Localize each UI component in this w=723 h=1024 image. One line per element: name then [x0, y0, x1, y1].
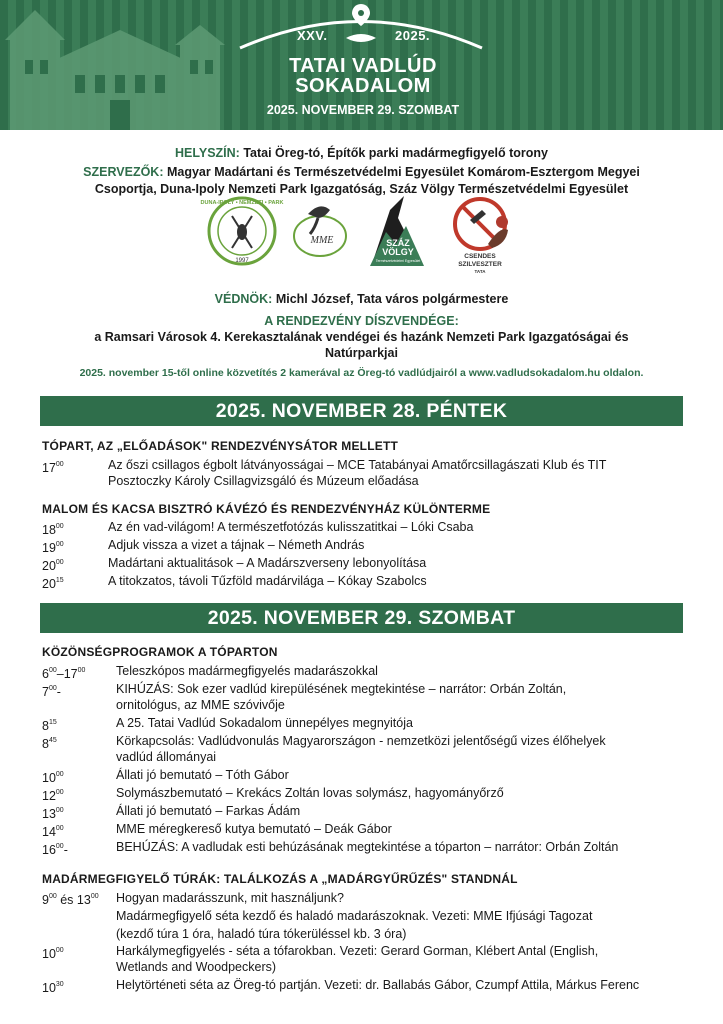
schedule-time: $17^{00}$: [42, 461, 64, 475]
schedule-row: [42, 889, 692, 939]
schedule-desc: Körkapcsolás: Vadlúdvonulás Magyarországon - nemzetközi jelentőségű vizes élőhelyek vadlúd állományai: [116, 734, 606, 764]
guests-line2: Natúrparkjai: [325, 346, 398, 360]
patron-label: VÉDNÖK:: [214, 292, 273, 306]
organizers-label: SZERVEZŐK:: [83, 165, 164, 179]
schedule-desc: KIHÚZÁS: Sok ezer vadlúd kirepülésének megtekintése – narrátor: Orbán Zoltán, ornitológus, az MME szóvivője: [116, 682, 567, 712]
duna-ipoly-logo-year: 1997: [235, 258, 249, 264]
location-label: HELYSZÍN:: [175, 146, 240, 160]
schedule-time: $13^{00}$: [42, 807, 64, 821]
schedule-desc: Az én vad-világom! A természetfotózás kulisszatitkai – Lóki Csaba: [108, 520, 474, 534]
szaz-volgy-logo: [366, 196, 426, 271]
header-banner: [0, 0, 723, 130]
schedule-desc: Hogyan madarásszunk, mit használjunk? Madármegfigyelő séta kezdő és haladó madarászoknak. Vezeti: MME Ifjúsági Tagozat (kezdő túra 1 óra, haladó túra tókerüléssel kb. 3 óra): [116, 891, 593, 941]
csendes-text-3: TATA: [474, 269, 486, 274]
event-title-line2: SOKADALOM: [295, 75, 431, 97]
schedule-desc: Teleszkópos madármegfigyelés madarászokkal: [116, 664, 378, 678]
day1-section2-title: MALOM ÉS KACSA BISZTRÓ KÁVÉZÓ ÉS RENDEZVÉNYHÁZ KÜLÖNTERME: [42, 502, 491, 516]
schedule-time: $7^{00}-$: [42, 685, 61, 699]
day2-section2-title: MADÁRMEGFIGYELŐ TÚRÁK: TALÁLKOZÁS A „MADÁRGYŰRŰZÉS" STANDNÁL: [42, 872, 518, 886]
day1-heading: 2025. NOVEMBER 28. PÉNTEK: [40, 396, 683, 426]
csendes-text-2: SZILVESZTER: [458, 261, 502, 268]
stream-note: 2025. november 15-től online közvetítés 2 kamerával az Öreg-tó vadlúdjairól a www.vadludsokadalom.hu oldalon.: [79, 367, 644, 379]
schedule-time: $8^{15}$: [42, 719, 57, 733]
day2-section1-title: KÖZÖNSÉGPROGRAMOK A TÓPARTON: [42, 645, 278, 659]
schedule-time: $10^{00}$: [42, 771, 64, 785]
szaz-volgy-subtext: Természetvédelmi Egyesület: [375, 259, 421, 263]
banner-title: [223, 0, 503, 130]
location-line: [0, 145, 723, 162]
schedule-time: $10^{00}$: [42, 947, 64, 961]
schedule-desc: A titokzatos, távoli Tűzföld madárvilága – Kókay Szabolcs: [108, 574, 427, 588]
mme-logo-text: MME: [310, 235, 334, 246]
event-title-line1: TATAI VADLÚD: [289, 55, 437, 77]
schedule-desc: Állati jó bemutató – Tóth Gábor: [116, 768, 289, 782]
organizers-line2: Csoportja, Duna-Ipoly Nemzeti Park Igazgatóság, Száz Völgy Természetvédelmi Egyesület: [94, 182, 629, 196]
schedule-desc: Solymászbemutató – Krekács Zoltán lovas solymász, hagyományőrző: [116, 786, 504, 800]
organizers-line1: [0, 164, 723, 181]
schedule-time: $12^{00}$: [42, 789, 64, 803]
duna-ipoly-logo: [200, 196, 284, 266]
schedule-time: $20^{15}$: [42, 577, 64, 591]
schedule-time: $8^{45}$: [42, 737, 57, 751]
day1-section1-title: TÓPART, AZ „ELŐADÁSOK" RENDEZVÉNYSÁTOR MELLETT: [42, 439, 399, 453]
schedule-row: [42, 681, 692, 713]
schedule-time: $18^{00}$: [42, 523, 64, 537]
day2-heading: 2025. NOVEMBER 29. SZOMBAT: [40, 603, 683, 633]
schedule-time: $10^{30}$: [42, 981, 64, 995]
schedule-desc: Helytörténeti séta az Öreg-tó partján. Vezeti: dr. Ballabás Gábor, Czumpf Attila, Márkus Ferenc: [116, 978, 640, 992]
organizers-text-1: Magyar Madártani és Természetvédelmi Egyesület Komárom-Esztergom Megyei: [166, 165, 640, 179]
patron-value: Michl József, Tata város polgármestere: [275, 292, 509, 306]
csendes-text-1: CSENDES: [464, 253, 496, 260]
schedule-desc: A 25. Tatai Vadlúd Sokadalom ünnepélyes megnyitója: [116, 716, 413, 730]
guests-label: A RENDEZVÉNY DÍSZVENDÉGE:: [264, 314, 459, 328]
schedule-desc: Állati jó bemutató – Farkas Ádám: [116, 804, 301, 818]
schedule-desc: Az őszi csillagos égbolt látványosságai – MCE Tatabányai Amatőrcsillagászati Klub és TIT Posztoczky Károly Csillagvizsgáló és Múzeum előadása: [108, 458, 607, 488]
csendes-szilveszter-logo: [448, 196, 520, 278]
schedule-desc: BEHÚZÁS: A vadludak esti behúzásának megtekintése a tóparton – narrátor: Orbán Zoltán: [116, 840, 619, 854]
mme-logo: [290, 196, 350, 266]
szaz-volgy-text-2: VÖLGY: [382, 247, 414, 257]
schedule-row: [42, 943, 692, 975]
schedule-row: [42, 457, 692, 489]
szaz-volgy-text-1: SZÁZ: [386, 238, 410, 248]
schedule-time: $14^{00}$: [42, 825, 64, 839]
edition-year: 2025.: [395, 28, 431, 43]
edition-number: XXV.: [297, 28, 328, 43]
schedule-time: $16^{00}-$: [42, 843, 68, 857]
location-value: Tatai Öreg-tó, Építők parki madármegfigyelő torony: [243, 146, 548, 160]
schedule-time: $9^{00}$ és $13^{00}$: [42, 893, 99, 907]
schedule-desc: Harkálymegfigyelés - séta a tófarokban. Vezeti: Gerard Gorman, Klébert Antal (English, Wetlands and Woodpeckers): [116, 944, 599, 974]
schedule-row: [42, 733, 692, 765]
patron-line: [0, 291, 723, 308]
schedule-desc: MME méregkereső kutya bemutató – Deák Gábor: [116, 822, 392, 836]
event-date: 2025. NOVEMBER 29. SZOMBAT: [266, 103, 460, 117]
schedule-desc: Madártani aktualitások – A Madárszverseny lebonyolítása: [108, 556, 427, 570]
schedule-time: $20^{00}$: [42, 559, 64, 573]
partner-logos: [0, 196, 723, 274]
schedule-desc: Adjuk vissza a vizet a tájnak – Németh András: [108, 538, 365, 552]
schedule-time: $19^{00}$: [42, 541, 64, 555]
guests-line1: a Ramsari Városok 4. Kerekasztalának vendégei és hazánk Nemzeti Park Igazgatóságai és: [94, 330, 629, 344]
duna-ipoly-logo-text: DUNA-IPOLY • NEMZETI • PARK: [200, 200, 284, 206]
schedule-time: $6^{00}-17^{00}$: [42, 667, 86, 681]
